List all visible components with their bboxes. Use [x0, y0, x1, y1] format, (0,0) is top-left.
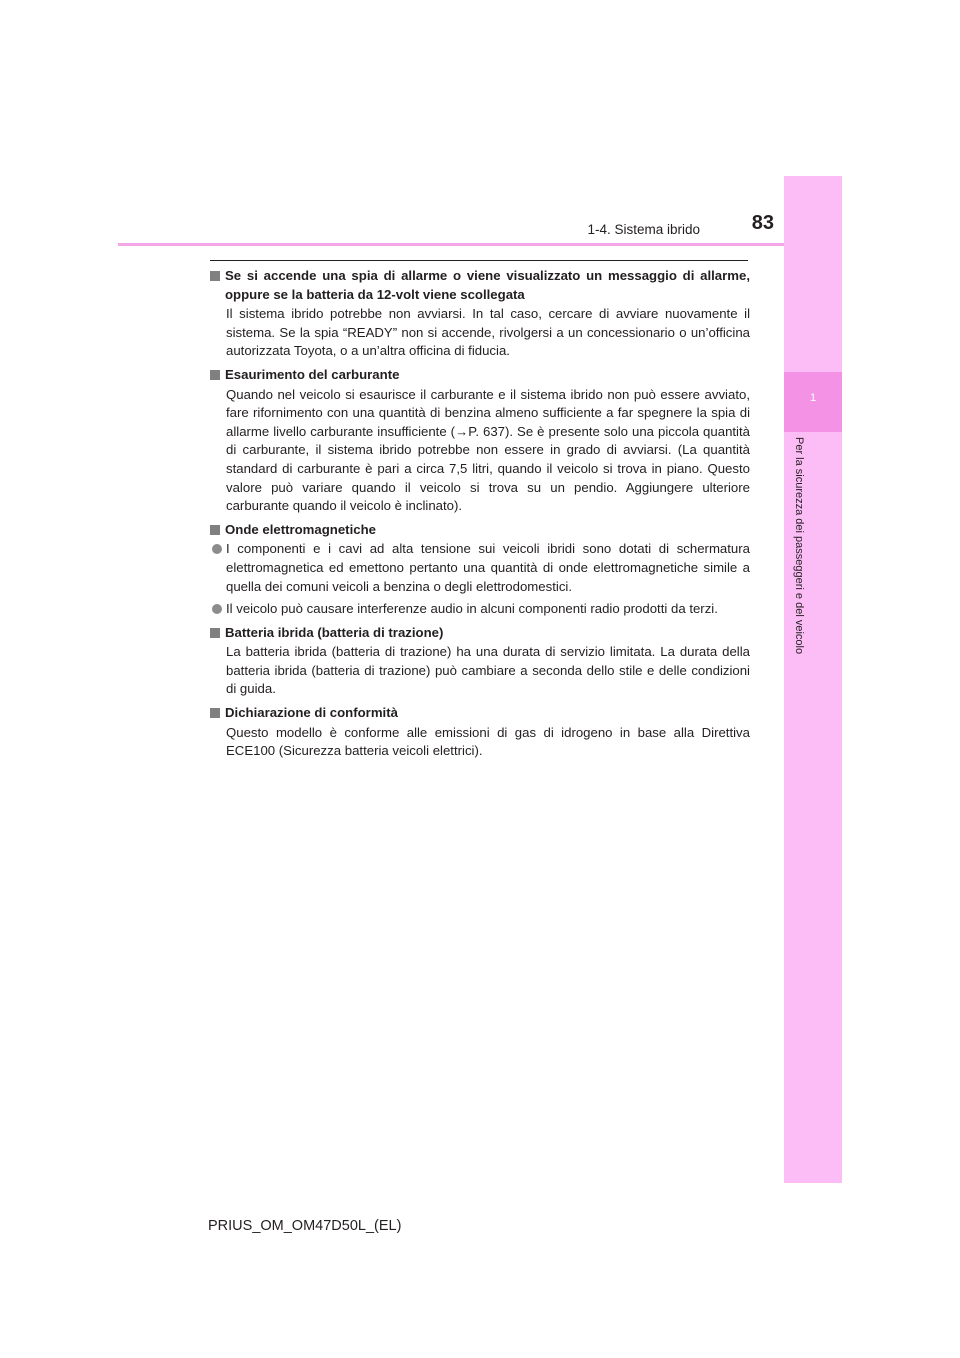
section-heading: Onde elettromagnetiche: [210, 521, 750, 540]
section-fuel-empty: [210, 366, 750, 516]
chapter-title: Per la sicurezza dei passeggeri e del veicolo: [793, 437, 805, 655]
section-text: Quando nel veicolo si esaurisce il carburante e il sistema ibrido non può essere avviato, fare rifornimento con una quantità di benzina almeno sufficiente a far spegnere la spia di allarme livello carburante insufficiente (→P. 637). Se è presente solo una piccola quantità di carburante, il sistema ibrido potrebbe non essere in grado di avviarsi. (La quantità standard di carburante è pari a circa 7,5 litri, quando il veicolo si trova in piano. Questo valore può variare quando il veicolo si trova su un pendio. Aggiungere ulteriore carburante quando il veicolo è inclinato).: [226, 386, 750, 514]
square-bullet-icon: [210, 370, 220, 380]
square-bullet-icon: [210, 525, 220, 535]
circle-bullet-icon: [212, 544, 222, 554]
section-title: 1-4. Sistema ibrido: [587, 222, 700, 237]
section-heading: Batteria ibrida (batteria di trazione): [210, 624, 750, 643]
chapter-number: 1: [809, 392, 817, 404]
section-heading: Esaurimento del carburante: [210, 366, 750, 385]
circle-bullet-icon: [212, 604, 222, 614]
section-heading: Se si accende una spia di allarme o viene visualizzato un messaggio di allarme, oppure se la batteria da 12-volt viene scollegata: [210, 267, 750, 304]
document-code: PRIUS_OM_OM47D50L_(EL): [208, 1218, 402, 1234]
section-warning-light: [210, 267, 750, 361]
section-text: Il sistema ibrido potrebbe non avviarsi. In tal caso, cercare di avviare nuovamente il sistema. Se la spia “READY” non si accende, rivolgersi a un concessionario o un’officina autorizzata Toyota, o a un’altra officina di fiducia.: [226, 306, 750, 359]
section-electromagnetic-waves: [210, 521, 750, 619]
square-bullet-icon: [210, 708, 220, 718]
section-text: Questo modello è conforme alle emissioni di gas di idrogeno in base alla Direttiva ECE100 (Sicurezza batteria veicoli elettrici).: [226, 724, 750, 759]
section-conformity: [210, 704, 750, 761]
square-bullet-icon: [210, 628, 220, 638]
section-heading: Dichiarazione di conformità: [210, 704, 750, 723]
content-rule: [210, 260, 748, 261]
page-number: 83: [751, 212, 774, 234]
square-bullet-icon: [210, 271, 220, 281]
header-rule: [118, 243, 785, 246]
list-item: I componenti e i cavi ad alta tensione sui veicoli ibridi sono dotati di schermatura elettromagnetica ed emettono pertanto una quantità di onde elettromagnetiche simile a quella dei comuni veicoli a benzina o degli elettrodomestici.: [210, 540, 750, 596]
section-hybrid-battery: [210, 624, 750, 699]
page-content: [210, 267, 750, 766]
list-item: Il veicolo può causare interferenze audio in alcuni componenti radio prodotti da terzi.: [210, 600, 750, 619]
section-text: La batteria ibrida (batteria di trazione) ha una durata di servizio limitata. La durata della batteria ibrida (batteria di trazione) può cambiare a seconda dello stile e delle condizioni di guida.: [226, 644, 750, 697]
